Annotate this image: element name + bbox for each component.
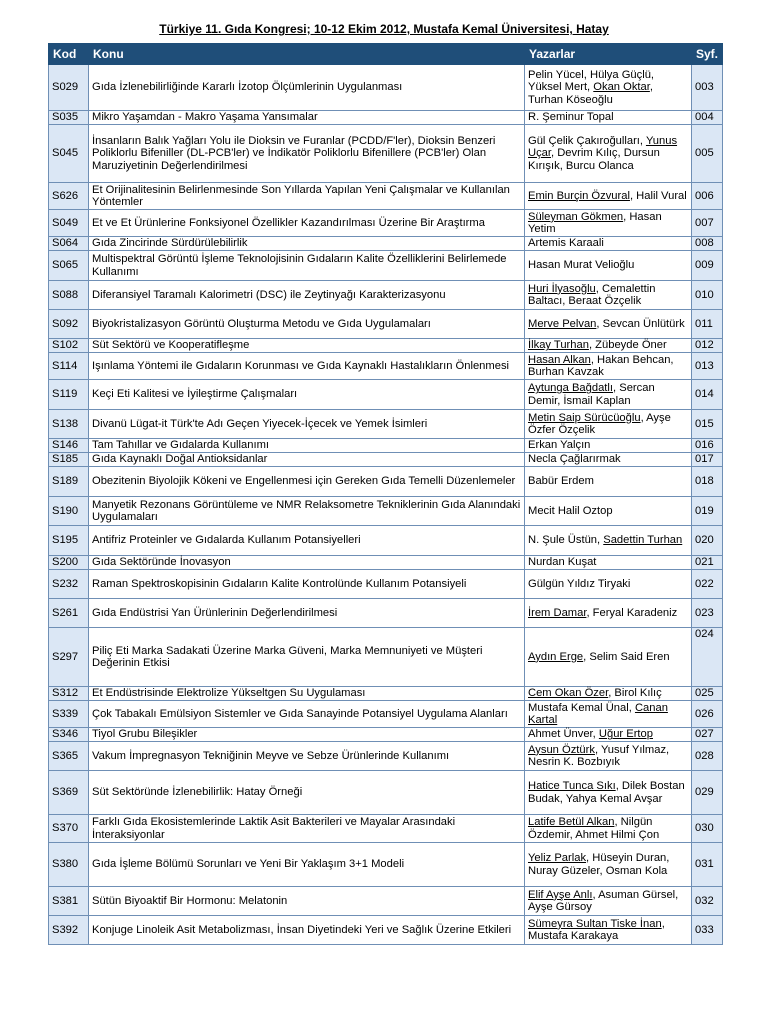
paper-page: 025	[692, 687, 723, 701]
table-row	[49, 599, 723, 628]
paper-topic: Keçi Eti Kalitesi ve İyileştirme Çalışmaları	[89, 380, 525, 410]
presenting-author: Aydın Erge	[528, 650, 584, 663]
header-page: Syf.	[692, 44, 723, 65]
author-text: Babür Erdem	[528, 475, 594, 488]
paper-page: 016	[692, 439, 723, 453]
paper-topic: Raman Spektroskopisinin Gıdaların Kalite Kontrolünde Kullanım Potansiyeli	[89, 570, 525, 599]
presenting-author: Yeliz Parlak	[528, 852, 587, 865]
paper-topic: Vakum İmpregnasyon Tekniğinin Meyve ve Sebze Ürünlerinde Kullanımı	[89, 742, 525, 771]
presenting-author: Yunus Uçar	[528, 135, 678, 160]
paper-authors	[525, 815, 692, 843]
paper-authors	[525, 687, 692, 701]
presenting-author: Merve Pelvan	[528, 317, 597, 330]
table-row	[49, 65, 723, 111]
paper-page: 015	[692, 410, 723, 439]
paper-authors	[525, 380, 692, 410]
table-row	[49, 251, 723, 281]
paper-code: S102	[49, 339, 89, 353]
paper-topic: Çok Tabakalı Emülsiyon Sistemler ve Gıda Sanayinde Potansiyel Uygulama Alanları	[89, 701, 525, 728]
papers-table	[48, 43, 723, 945]
paper-authors	[525, 353, 692, 380]
paper-topic: Divanü Lügat-it Türk'te Adı Geçen Yiyecek-İçecek ve Yemek İsimleri	[89, 410, 525, 439]
paper-topic: Süt Sektöründe İzlenebilirlik: Hatay Örneği	[89, 771, 525, 815]
author-text: Ahmet Ünver,	[528, 728, 599, 741]
paper-code: S297	[49, 628, 89, 687]
paper-topic: Obezitenin Biyolojik Kökeni ve Engellenmesi için Gereken Gıda Temelli Düzenlemeler	[89, 467, 525, 497]
table-row	[49, 887, 723, 916]
paper-authors	[525, 183, 692, 210]
paper-topic: Diferansiyel Taramalı Kalorimetri (DSC) ile Zeytinyağı Karakterizasyonu	[89, 281, 525, 310]
paper-authors	[525, 410, 692, 439]
paper-page: 026	[692, 701, 723, 728]
author-text: Mecit Halil Oztop	[528, 504, 613, 517]
author-text: Mustafa Kemal Ünal,	[528, 701, 635, 714]
paper-code: S392	[49, 916, 89, 945]
paper-topic: Gıda İşleme Bölümü Sorunları ve Yeni Bir Yaklaşım 3+1 Modeli	[89, 843, 525, 887]
paper-page: 006	[692, 183, 723, 210]
table-row	[49, 310, 723, 339]
table-row	[49, 497, 723, 526]
paper-authors	[525, 742, 692, 771]
paper-page: 014	[692, 380, 723, 410]
paper-page: 032	[692, 887, 723, 916]
table-row	[49, 556, 723, 570]
paper-topic: Biyokristalizasyon Görüntü Oluşturma Metodu ve Gıda Uygulamaları	[89, 310, 525, 339]
paper-page: 005	[692, 125, 723, 183]
table-body	[49, 65, 723, 945]
paper-authors	[525, 771, 692, 815]
table-row	[49, 526, 723, 556]
paper-page: 004	[692, 111, 723, 125]
paper-page: 024	[692, 628, 723, 687]
paper-code: S190	[49, 497, 89, 526]
paper-authors	[525, 310, 692, 339]
paper-code: S114	[49, 353, 89, 380]
table-row	[49, 570, 723, 599]
presenting-author: Aytunga Bağdatlı	[528, 382, 614, 395]
paper-page: 010	[692, 281, 723, 310]
table-row	[49, 111, 723, 125]
paper-topic: Sütün Biyoaktif Bir Hormonu: Melatonin	[89, 887, 525, 916]
paper-code: S065	[49, 251, 89, 281]
paper-authors	[525, 210, 692, 237]
paper-page: 023	[692, 599, 723, 628]
paper-authors	[525, 453, 692, 467]
paper-code: S092	[49, 310, 89, 339]
author-text: Necla Çağlarırmak	[528, 453, 621, 466]
paper-page: 021	[692, 556, 723, 570]
paper-code: S381	[49, 887, 89, 916]
author-text: N. Şule Üstün,	[528, 534, 604, 547]
paper-topic: Gıda Kaynaklı Doğal Antioksidanlar	[89, 453, 525, 467]
author-text: , Ayşe Özfer Özçelik	[528, 411, 671, 436]
paper-page: 017	[692, 453, 723, 467]
author-text: , Birol Kılıç	[608, 687, 662, 700]
table-row	[49, 237, 723, 251]
table-row	[49, 728, 723, 742]
table-row	[49, 453, 723, 467]
author-text: , Asuman Gürsel, Ayşe Gürsoy	[528, 888, 679, 913]
presenting-author: Canan Kartal	[528, 701, 668, 726]
paper-page: 019	[692, 497, 723, 526]
paper-page: 022	[692, 570, 723, 599]
header-authors: Yazarlar	[525, 44, 692, 65]
paper-authors	[525, 281, 692, 310]
presenting-author: Hatice Tunca Sıkı	[528, 780, 616, 793]
paper-authors	[525, 467, 692, 497]
author-text: , Mustafa Karakaya	[528, 917, 665, 942]
paper-code: S626	[49, 183, 89, 210]
paper-authors	[525, 728, 692, 742]
paper-topic: Et Endüstrisinde Elektrolize Yükseltgen Su Uygulaması	[89, 687, 525, 701]
paper-code: S365	[49, 742, 89, 771]
paper-code: S185	[49, 453, 89, 467]
paper-authors	[525, 556, 692, 570]
header-code: Kod	[49, 44, 89, 65]
paper-authors	[525, 339, 692, 353]
paper-topic: Farklı Gıda Ekosistemlerinde Laktik Asit Bakterileri ve Mayalar Arasındaki İnteraksiyonlar	[89, 815, 525, 843]
paper-code: S232	[49, 570, 89, 599]
author-text: Gül Çelik Çakıroğulları,	[528, 135, 646, 148]
paper-code: S380	[49, 843, 89, 887]
author-text: , Halil Vural	[629, 189, 687, 202]
paper-authors	[525, 251, 692, 281]
presenting-author: Okan Oktar	[593, 81, 650, 94]
paper-page: 003	[692, 65, 723, 111]
table-row	[49, 380, 723, 410]
paper-code: S200	[49, 556, 89, 570]
author-text: , Zübeyde Öner	[588, 339, 667, 352]
table-row	[49, 815, 723, 843]
table-row	[49, 353, 723, 380]
paper-code: S312	[49, 687, 89, 701]
paper-authors	[525, 497, 692, 526]
paper-code: S029	[49, 65, 89, 111]
presenting-author: Aysun Öztürk	[528, 743, 595, 756]
paper-topic: Gıda Sektöründe İnovasyon	[89, 556, 525, 570]
paper-code: S370	[49, 815, 89, 843]
paper-page: 018	[692, 467, 723, 497]
author-text: , Nilgün Özdemir, Ahmet Hilmi Çon	[528, 816, 660, 841]
table-row	[49, 771, 723, 815]
paper-page: 030	[692, 815, 723, 843]
table-header	[49, 44, 723, 65]
paper-authors	[525, 599, 692, 628]
paper-authors	[525, 526, 692, 556]
paper-topic: Işınlama Yöntemi ile Gıdaların Korunması ve Gıda Kaynaklı Hastalıkların Önlenmesi	[89, 353, 525, 380]
table-row	[49, 339, 723, 353]
author-text: , Hasan Yetim	[528, 210, 662, 235]
table-row	[49, 843, 723, 887]
paper-code: S195	[49, 526, 89, 556]
paper-topic: İnsanların Balık Yağları Yolu ile Dioksin ve Furanlar (PCDD/F'ler), Dioksin Benzeri Poliklorlu Bifeniller (DL-PCB'ler) ve İndikatör Poliklorlu Bifenillere (PCB'ler) Olan Maruziyetinin Değerlendirilmesi	[89, 125, 525, 183]
paper-page: 028	[692, 742, 723, 771]
paper-authors	[525, 237, 692, 251]
author-text: , Yusuf Yılmaz, Nesrin K. Bozbıyık	[528, 743, 670, 768]
table-row	[49, 281, 723, 310]
author-text: , Cemalettin Baltacı, Beraat Özçelik	[528, 282, 656, 307]
paper-authors	[525, 439, 692, 453]
paper-code: S369	[49, 771, 89, 815]
paper-topic: Mikro Yaşamdan - Makro Yaşama Yansımalar	[89, 111, 525, 125]
paper-code: S119	[49, 380, 89, 410]
paper-page: 031	[692, 843, 723, 887]
paper-authors	[525, 843, 692, 887]
paper-page: 009	[692, 251, 723, 281]
paper-topic: Et ve Et Ürünlerine Fonksiyonel Özellikler Kazandırılması Üzerine Bir Araştırma	[89, 210, 525, 237]
paper-authors	[525, 65, 692, 111]
author-text: Hasan Murat Velioğlu	[528, 259, 635, 272]
author-text: , Turhan Köseoğlu	[528, 81, 653, 106]
page-title: Türkiye 11. Gıda Kongresi; 10-12 Ekim 2012, Mustafa Kemal Üniversitesi, Hatay	[159, 22, 609, 36]
paper-topic: Süt Sektörü ve Kooperatifleşme	[89, 339, 525, 353]
paper-authors	[525, 887, 692, 916]
paper-authors	[525, 570, 692, 599]
paper-topic: Tam Tahıllar ve Gıdalarda Kullanımı	[89, 439, 525, 453]
paper-page: 008	[692, 237, 723, 251]
paper-page: 007	[692, 210, 723, 237]
paper-topic: Gıda İzlenebilirliğinde Kararlı İzotop Ölçümlerinin Uygulanması	[89, 65, 525, 111]
paper-page: 013	[692, 353, 723, 380]
presenting-author: İrem Damar	[528, 606, 587, 619]
paper-authors	[525, 125, 692, 183]
paper-code: S088	[49, 281, 89, 310]
paper-topic: Piliç Eti Marka Sadakati Üzerine Marka Güveni, Marka Memnuniyeti ve Müşteri Değerinin Etkisi	[89, 628, 525, 687]
presenting-author: Huri İlyasoğlu	[528, 282, 596, 295]
paper-topic: Gıda Endüstrisi Yan Ürünlerinin Değerlendirilmesi	[89, 599, 525, 628]
author-text: Erkan Yalçın	[528, 439, 591, 452]
paper-authors	[525, 701, 692, 728]
author-text: , Dilek Bostan Budak, Yahya Kemal Avşar	[528, 780, 685, 805]
paper-page: 029	[692, 771, 723, 815]
paper-page: 012	[692, 339, 723, 353]
table-row	[49, 183, 723, 210]
paper-page: 020	[692, 526, 723, 556]
paper-topic: Multispektral Görüntü İşleme Teknolojisinin Gıdaların Kalite Özelliklerini Belirlemede Kullanımı	[89, 251, 525, 281]
presenting-author: Sadettin Turhan	[603, 534, 683, 547]
paper-topic: Antifriz Proteinler ve Gıdalarda Kullanım Potansiyelleri	[89, 526, 525, 556]
table-row	[49, 628, 723, 687]
table-row	[49, 210, 723, 237]
author-text: , Sevcan Ünlütürk	[596, 317, 685, 330]
paper-code: S045	[49, 125, 89, 183]
author-text: , Devrim Kılıç, Dursun Kırışık, Burcu Olanca	[528, 147, 660, 172]
presenting-author: Hasan Alkan	[528, 353, 591, 366]
paper-code: S261	[49, 599, 89, 628]
paper-code: S035	[49, 111, 89, 125]
paper-page: 033	[692, 916, 723, 945]
author-text: R. Şeminur Topal	[528, 111, 614, 124]
paper-topic: Et Orijinalitesinin Belirlenmesinde Son Yıllarda Yapılan Yeni Çalışmalar ve Kullanılan Yöntemler	[89, 183, 525, 210]
paper-authors	[525, 111, 692, 125]
paper-topic: Gıda Zincirinde Sürdürülebilirlik	[89, 237, 525, 251]
paper-code: S189	[49, 467, 89, 497]
paper-topic: Manyetik Rezonans Görüntüleme ve NMR Relaksometre Tekniklerinin Gıda Alanındaki Uygulamaları	[89, 497, 525, 526]
author-text: , Hakan Behcan, Burhan Kavzak	[528, 353, 674, 378]
paper-page: 027	[692, 728, 723, 742]
author-text: , Feryal Karadeniz	[586, 606, 678, 619]
table-row	[49, 701, 723, 728]
author-text: , Hüseyin Duran, Nuray Güzeler, Osman Kola	[528, 852, 670, 877]
table-row	[49, 742, 723, 771]
paper-code: S339	[49, 701, 89, 728]
author-text: , Selim Said Eren	[583, 650, 670, 663]
author-text: Nurdan Kuşat	[528, 556, 597, 569]
author-text: Artemis Karaali	[528, 237, 604, 250]
paper-code: S346	[49, 728, 89, 742]
presenting-author: Metin Saip Sürücüoğlu	[528, 411, 641, 424]
paper-page: 011	[692, 310, 723, 339]
table-row	[49, 439, 723, 453]
author-text: Gülgün Yıldız Tiryaki	[528, 577, 631, 590]
paper-authors	[525, 916, 692, 945]
presenting-author: İlkay Turhan	[528, 339, 589, 352]
paper-topic: Konjuge Linoleik Asit Metabolizması, İnsan Diyetindeki Yeri ve Sağlık Üzerine Etkileri	[89, 916, 525, 945]
table-row	[49, 410, 723, 439]
presenting-author: Cem Okan Özer	[528, 687, 609, 700]
paper-code: S138	[49, 410, 89, 439]
header-topic: Konu	[89, 44, 525, 65]
presenting-author: Latife Betül Alkan	[528, 816, 615, 829]
presenting-author: Uğur Ertop	[598, 728, 653, 741]
presenting-author: Elif Ayşe Anlı	[528, 888, 593, 901]
paper-topic: Tiyol Grubu Bileşikler	[89, 728, 525, 742]
table-row	[49, 467, 723, 497]
author-text: , Sercan Demir, İsmail Kaplan	[528, 382, 655, 407]
paper-code: S064	[49, 237, 89, 251]
paper-authors	[525, 628, 692, 687]
presenting-author: Sümeyra Sultan Tiske İnan	[528, 917, 662, 930]
table-row	[49, 125, 723, 183]
table-row	[49, 687, 723, 701]
table-row	[49, 916, 723, 945]
presenting-author: Emin Burçin Özvural	[528, 189, 630, 202]
presenting-author: Süleyman Gökmen	[528, 210, 624, 223]
paper-code: S146	[49, 439, 89, 453]
author-text: Pelin Yücel, Hülya Güçlü, Yüksel Mert,	[528, 69, 655, 94]
paper-code: S049	[49, 210, 89, 237]
